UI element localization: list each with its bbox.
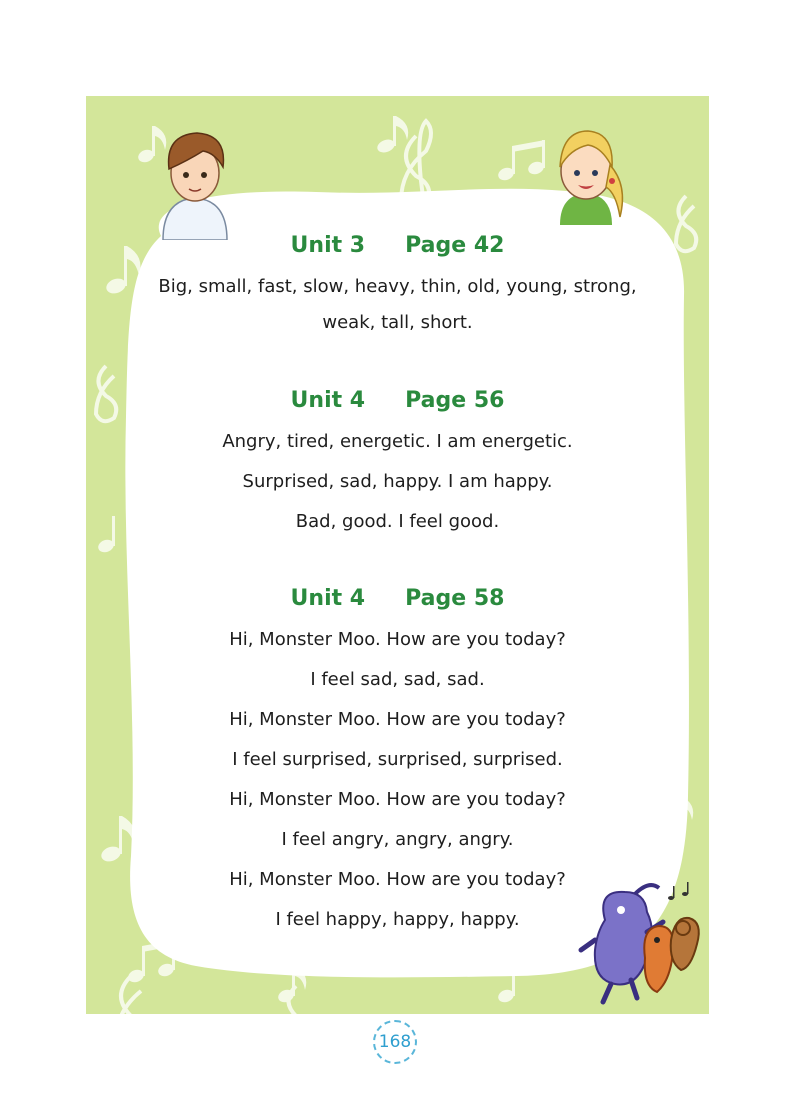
lyric-line: I feel sad, sad, sad.	[310, 669, 485, 690]
section-unit3-page42	[86, 231, 709, 343]
section-heading	[86, 231, 709, 261]
girl-illustration	[540, 125, 632, 225]
lyric-line: Hi, Monster Moo. How are you today?	[229, 789, 566, 810]
lyric-line: Hi, Monster Moo. How are you today?	[229, 869, 566, 890]
lyric-line: I feel happy, happy, happy.	[275, 909, 520, 930]
page-number: 168	[373, 1020, 417, 1064]
page-label: Page 56	[405, 388, 505, 413]
unit-label: Unit 4	[290, 388, 366, 413]
page-label: Page 42	[405, 233, 505, 258]
unit-label: Unit 4	[290, 586, 366, 611]
lyric-line: I feel angry, angry, angry.	[281, 829, 514, 850]
section-unit4-page58	[86, 584, 709, 940]
lyric-line: I feel surprised, surprised, surprised.	[232, 749, 563, 770]
section-heading	[86, 584, 709, 614]
lyric-line: Hi, Monster Moo. How are you today?	[229, 629, 566, 650]
lyric-line: weak, tall, short.	[322, 312, 473, 333]
lyric-line: Angry, tired, energetic. I am energetic.	[222, 431, 573, 452]
boy-illustration	[155, 125, 235, 240]
lyric-line: Surprised, sad, happy. I am happy.	[242, 471, 553, 492]
lyric-line: Bad, good. I feel good.	[295, 511, 500, 532]
section-heading	[86, 386, 709, 416]
section-unit4-page56	[86, 386, 709, 542]
page-label: Page 58	[405, 586, 505, 611]
unit-label: Unit 3	[290, 233, 366, 258]
lyric-line: Big, small, fast, slow, heavy, thin, old, young, strong,	[158, 276, 637, 297]
lyric-line: Hi, Monster Moo. How are you today?	[229, 709, 566, 730]
